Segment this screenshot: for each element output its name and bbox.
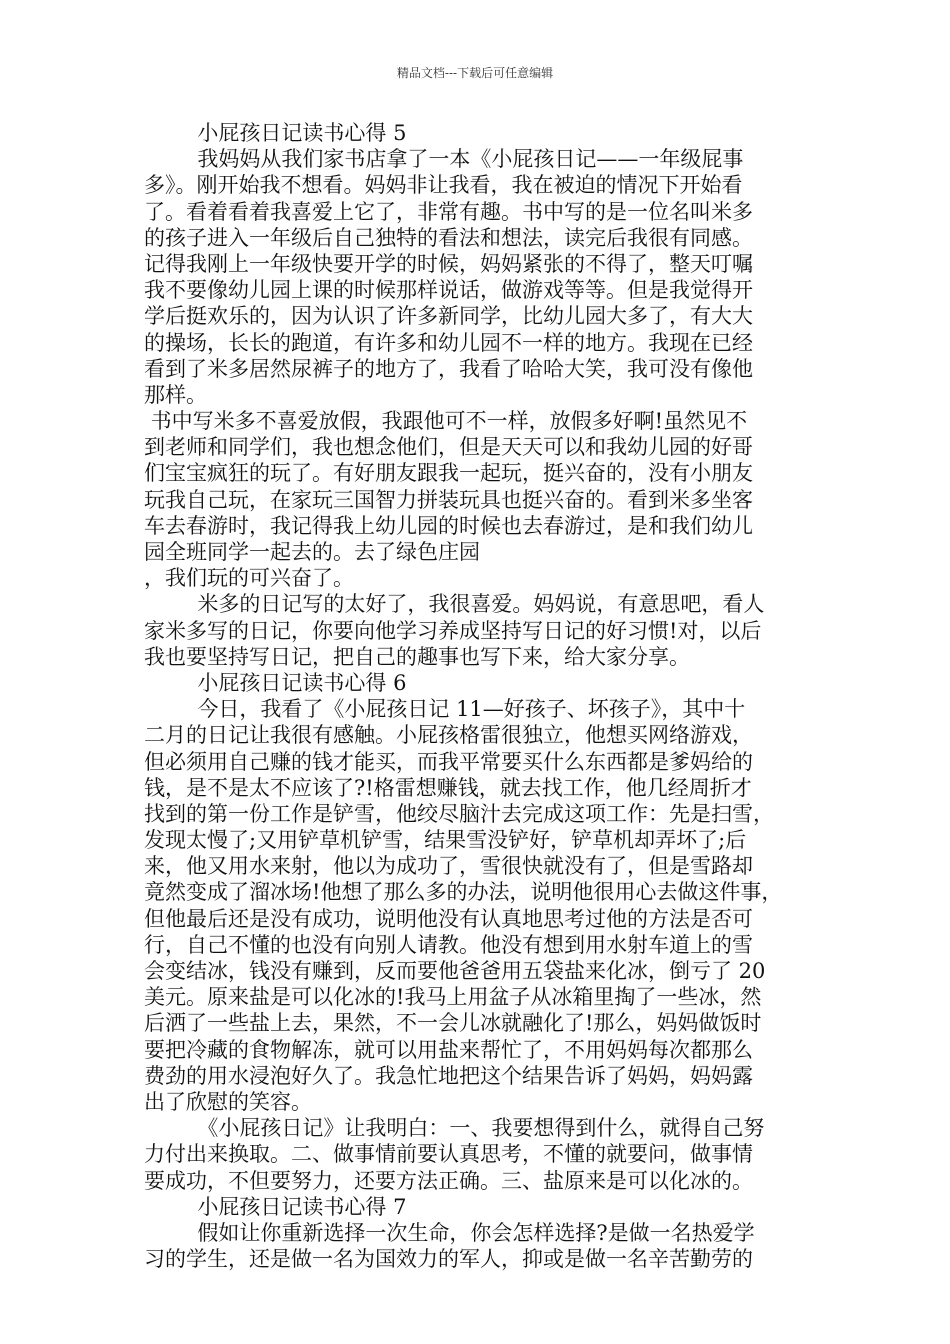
text-line: 小屁孩日记读书心得 7	[144, 1194, 407, 1219]
text-line: 多》。刚开始我不想看。妈妈非让我看，我在被迫的情况下开始看	[144, 173, 743, 198]
text-line: 家米多写的日记，你要向他学习养成坚持写日记的好习惯!对，以后	[144, 618, 762, 643]
text-line: 《小屁孩日记》让我明白：一、我要想得到什么，就得自己努	[144, 1116, 765, 1141]
text-line: 钱，是不是太不应该了?!格雷想赚钱，就去找工作，他几经周折才	[144, 775, 752, 800]
text-line: 费劲的用水浸泡好久了。我急忙地把这个结果告诉了妈妈，妈妈露	[144, 1063, 753, 1088]
text-line: 书中写米多不喜爱放假，我跟他可不一样，放假多好啊!虽然见不	[144, 409, 748, 434]
text-line: 假如让你重新选择一次生命，你会怎样选择?是做一名热爱学	[144, 1220, 755, 1245]
text-line: 二月的日记让我很有感触。小屁孩格雷很独立，他想买网络游戏，	[144, 723, 753, 748]
text-line: 行，自己不懂的也没有向别人请教。他没有想到用水射车道上的雪	[144, 932, 753, 957]
text-line: 小屁孩日记读书心得 6	[144, 670, 407, 695]
text-line: 了。看着看着我喜爱上它了，非常有趣。书中写的是一位名叫米多	[144, 199, 753, 224]
text-line: 后洒了一些盐上去，果然，不一会儿冰就融化了!那么，妈妈做饭时	[144, 1011, 762, 1036]
text-line: 学后挺欢乐的，因为认识了许多新同学，比幼儿园大多了，有大大	[144, 304, 753, 329]
text-line: 到老师和同学们，我也想念他们，但是天天可以和我幼儿园的好哥	[144, 435, 753, 460]
text-line: 找到的第一份工作是铲雪，他绞尽脑汁去完成这项工作：先是扫雪，	[144, 801, 774, 826]
text-line: 要成功，不但要努力，还要方法正确。三、盐原来是可以化冰的。	[144, 1168, 753, 1193]
text-line: 们宝宝疯狂的玩了。有好朋友跟我一起玩，挺兴奋的，没有小朋友	[144, 461, 753, 486]
text-line: 园全班同学一起去的。去了绿色庄园	[144, 540, 480, 564]
text-line: 力付出来换取。二、做事情前要认真思考，不懂的就要问，做事情	[144, 1142, 753, 1167]
text-line: 会变结冰，钱没有赚到，反而要他爸爸用五袋盐来化冰，倒亏了 20	[144, 959, 766, 983]
text-line: 美元。原来盐是可以化冰的!我马上用盆子从冰箱里掏了一些冰，然	[144, 985, 762, 1010]
text-line: 那样。	[144, 382, 207, 407]
text-line: 看到了米多居然尿裤子的地方了，我看了哈哈大笑，我可没有像他	[144, 356, 753, 381]
text-line: 出了欣慰的笑容。	[144, 1089, 312, 1114]
text-line: 的孩子进入一年级后自己独特的看法和想法，读完后我很有同感。	[144, 225, 753, 250]
text-line: 的操场，长长的跑道，有许多和幼儿园不一样的地方。我现在已经	[144, 330, 753, 355]
text-line: ，我们玩的可兴奋了。	[144, 566, 354, 591]
text-line: 来，他又用水来射，他以为成功了，雪很快就没有了，但是雪路却	[144, 854, 753, 879]
text-line: 我妈妈从我们家书店拿了一本《小屁孩日记——一年级屁事	[144, 147, 744, 172]
text-line: 但他最后还是没有成功，说明他没有认真地思考过他的方法是否可	[144, 906, 753, 931]
text-line: 今日，我看了《小屁孩日记 11—好孩子、坏孩子》，其中十	[144, 697, 746, 722]
text-line: 我不要像幼儿园上课的时候那样说话，做游戏等等。但是我觉得开	[144, 278, 753, 303]
text-line: 竟然变成了溜冰场!他想了那么多的办法，说明他很用心去做这件事，	[144, 880, 783, 905]
text-line: 记得我刚上一年级快要开学的时候，妈妈紧张的不得了，整天叮嘱	[144, 251, 753, 276]
text-line: 米多的日记写的太好了，我很喜爱。妈妈说，有意思吧，看人	[144, 592, 765, 617]
text-line: 但必须用自己赚的钱才能买，而我平常要买什么东西都是爹妈给的	[144, 749, 753, 774]
text-line: 小屁孩日记读书心得 5	[144, 121, 407, 145]
text-line: 要把冷藏的食物解冻，就可以用盐来帮忙了，不用妈妈每次都那么	[144, 1037, 753, 1062]
text-line: 我也要坚持写日记，把自己的趣事也写下来，给大家分享。	[144, 644, 690, 669]
document-body	[144, 120, 812, 1272]
text-line: 习的学生，还是做一名为国效力的军人，抑或是做一名辛苦勤劳的	[144, 1247, 753, 1272]
page-header: 精品文档---下载后可任意编辑	[396, 66, 554, 80]
text-line: 玩我自己玩，在家玩三国智力拼装玩具也挺兴奋的。看到米多坐客	[144, 487, 753, 512]
text-line: 发现太慢了;又用铲草机铲雪，结果雪没铲好，铲草机却弄坏了;后	[144, 828, 747, 853]
text-line: 车去春游时，我记得我上幼儿园的时候也去春游过，是和我们幼儿	[144, 513, 753, 538]
